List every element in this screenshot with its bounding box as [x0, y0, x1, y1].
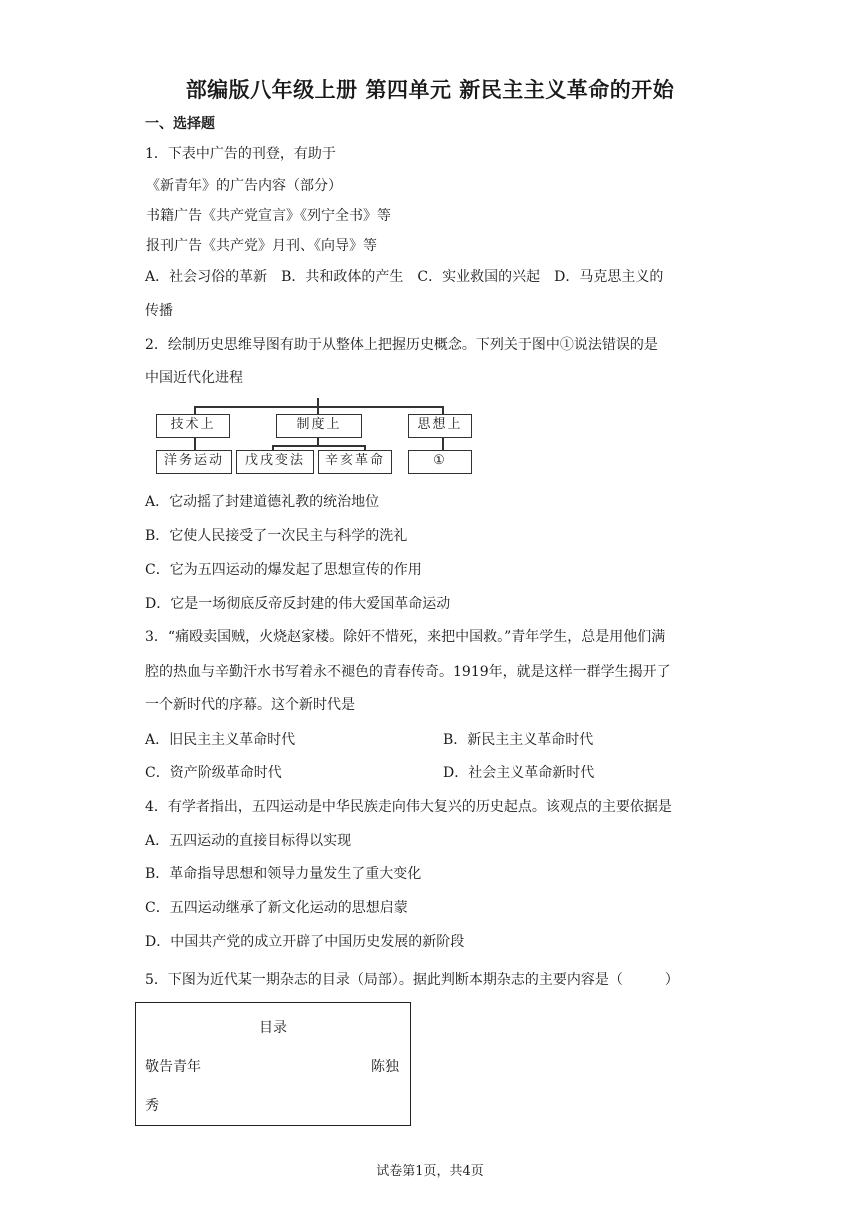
section-heading: 一、选择题 [145, 116, 215, 132]
connector-line [194, 406, 196, 414]
connector-line [317, 398, 319, 406]
diagram-box-reform: 戊戌变法 [236, 450, 314, 474]
q1-options-wrap: 传播 [145, 303, 173, 319]
q2-stem-wrap: 中国近代化进程 [145, 370, 243, 386]
magazine-contents-box [135, 1002, 411, 1126]
diagram-box-blank: ① [408, 450, 472, 474]
connector-line [194, 438, 196, 450]
page-title: 部编版八年级上册 第四单元 新民主主义革命的开始 [185, 78, 675, 102]
q2-option-a: A．它动摇了封建道德礼教的统治地位 [145, 494, 380, 510]
contents-entry-author: 陈独 [371, 1059, 399, 1075]
contents-entry-title: 敬告青年 [145, 1059, 201, 1075]
connector-line [442, 406, 444, 414]
diagram-box-revolution: 辛亥革命 [318, 450, 392, 474]
q3-option-c: C．资产阶级革命时代 [145, 765, 282, 781]
q3-stem-wrap: 腔的热血与辛勤汗水书写着永不褪色的青春传奇。1919年，就是这样一群学生揭开了 [145, 664, 671, 680]
connector-line [317, 438, 319, 446]
q1-table-row: 报刊广告《共产党》月刊、《向导》等 [146, 238, 377, 254]
q3-option-d: D．社会主义革命新时代 [443, 765, 595, 781]
q4-option-d: D．中国共产党的成立开辟了中国历史发展的新阶段 [145, 934, 465, 950]
connector-line [317, 406, 319, 414]
q3-option-b: B．新民主主义革命时代 [443, 732, 594, 748]
connector-line [442, 438, 444, 450]
q2-option-b: B．它使人民接受了一次民主与科学的洗礼 [145, 528, 408, 544]
connector-line [272, 445, 366, 447]
q1-options: A．社会习俗的革新 B．共和政体的产生 C．实业救国的兴起 D．马克思主义的 [145, 269, 664, 285]
q4-option-c: C．五四运动继承了新文化运动的思想启蒙 [145, 900, 408, 916]
diagram-box-westernization: 洋务运动 [156, 450, 232, 474]
q1-stem: 1．下表中广告的刊登，有助于 [145, 146, 336, 162]
contents-entry-author-wrap: 秀 [145, 1098, 159, 1114]
q3-stem: 3．“痛殴卖国贼，火烧赵家楼。除奸不惜死，来把中国救。”青年学生，总是用他们满 [145, 629, 666, 645]
q3-stem-wrap: 一个新时代的序幕。这个新时代是 [145, 697, 355, 713]
mind-map-diagram [152, 398, 474, 478]
q2-option-c: C．它为五四运动的爆发起了思想宣传的作用 [145, 562, 422, 578]
contents-title: 目录 [259, 1020, 287, 1036]
q4-option-a: A．五四运动的直接目标得以实现 [145, 833, 352, 849]
q4-option-b: B．革命指导思想和领导力量发生了重大变化 [145, 866, 422, 882]
page-footer: 试卷第1页，共4页 [376, 1164, 484, 1179]
q3-option-a: A．旧民主主义革命时代 [145, 732, 296, 748]
q2-stem: 2．绘制历史思维导图有助于从整体上把握历史概念。下列关于图中①说法错误的是 [145, 337, 658, 353]
diagram-box-system: 制度上 [276, 414, 362, 438]
q5-stem: 5．下图为近代某一期杂志的目录（局部）。据此判断本期杂志的主要内容是（ ） [145, 972, 679, 988]
q1-table-row: 《新青年》的广告内容（部分） [146, 178, 342, 194]
q4-stem: 4．有学者指出，五四运动是中华民族走向伟大复兴的历史起点。该观点的主要依据是 [145, 799, 672, 815]
diagram-box-thought: 思想上 [408, 414, 472, 438]
diagram-box-technology: 技术上 [156, 414, 230, 438]
q1-table-row: 书籍广告《共产党宣言》《列宁全书》等 [146, 208, 391, 224]
q2-option-d: D．它是一场彻底反帝反封建的伟大爱国革命运动 [145, 596, 451, 612]
